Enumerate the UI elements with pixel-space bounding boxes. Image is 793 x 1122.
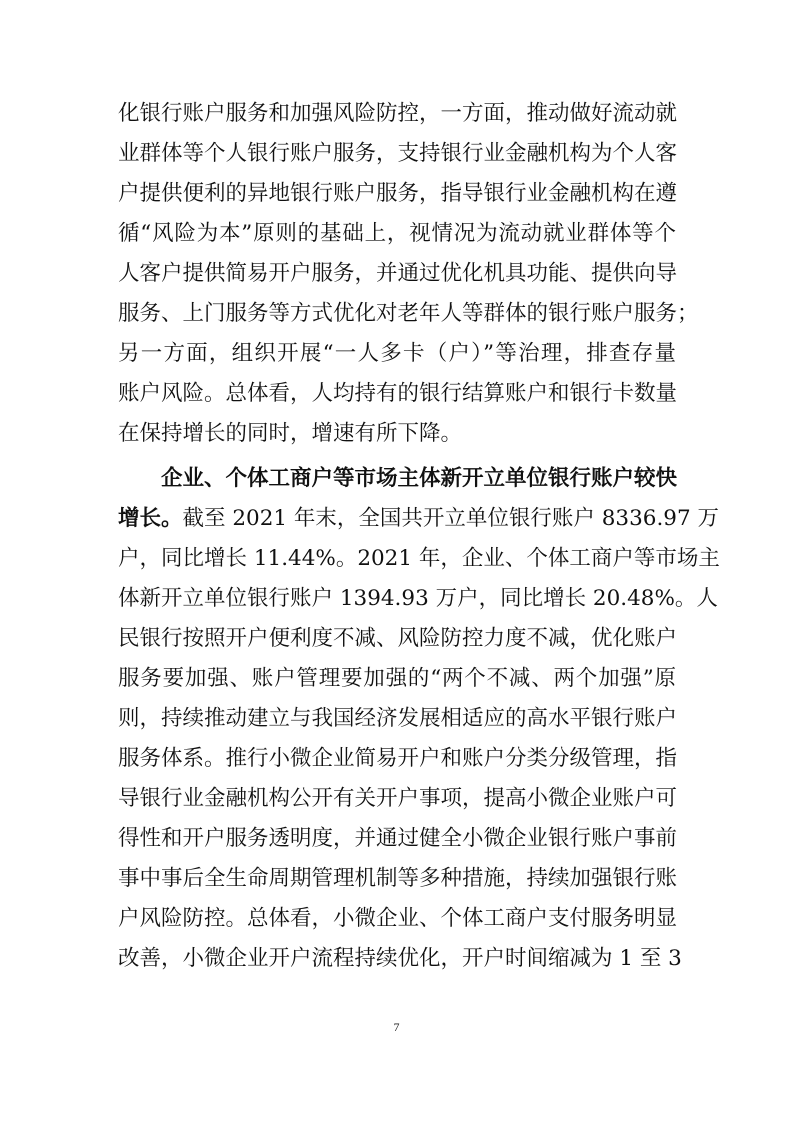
- paragraph-text: 截至 2021 年末，全国共开立单位银行账户 8336.97 万: [182, 506, 719, 531]
- section-heading-end: 增长。: [118, 506, 183, 531]
- paragraph-line: 事中事后全生命周期管理机制等多种措施，持续加强银行账: [118, 866, 678, 891]
- paragraph-line: 体新开立单位银行账户 1394.93 万户，同比增长 20.48%。人: [118, 586, 718, 611]
- paragraph-line: 另一方面，组织开展“一人多卡（户）”等治理，排查存量: [118, 341, 676, 366]
- paragraph-line: 则，持续推动建立与我国经济发展相适应的高水平银行账户: [118, 706, 678, 731]
- paragraph-line: 户，同比增长 11.44%。2021 年，企业、个体工商户等市场主: [118, 546, 720, 571]
- paragraph-line: 服务体系。推行小微企业简易开户和账户分类分级管理，指: [118, 746, 678, 771]
- paragraph-line: 民银行按照开户便利度不减、风险防控力度不减，优化账户: [118, 626, 678, 651]
- paragraph-line: 在保持增长的同时，增速有所下降。: [118, 421, 463, 446]
- paragraph-line: 户提供便利的异地银行账户服务，指导银行业金融机构在遵: [118, 181, 678, 206]
- paragraph-line: 得性和开户服务透明度，并通过健全小微企业银行账户事前: [118, 826, 678, 851]
- paragraph-line: 导银行业金融机构公开有关开户事项，提高小微企业账户可: [118, 786, 678, 811]
- paragraph-line: 服务要加强、账户管理要加强的“两个不减、两个加强”原: [118, 666, 676, 691]
- paragraph-line: 化银行账户服务和加强风险防控，一方面，推动做好流动就: [118, 101, 678, 126]
- paragraph-line: 循“风险为本”原则的基础上，视情况为流动就业群体等个: [118, 221, 676, 246]
- paragraph-line: 服务、上门服务等方式优化对老年人等群体的银行账户服务；: [118, 301, 699, 326]
- paragraph-line: 户风险防控。总体看，小微企业、个体工商户支付服务明显: [118, 906, 678, 931]
- paragraph-line: 人客户提供简易开户服务，并通过优化机具功能、提供向导: [118, 261, 678, 286]
- paragraph-line: 账户风险。总体看，人均持有的银行结算账户和银行卡数量: [118, 381, 678, 406]
- paragraph-line: 业群体等个人银行账户服务，支持银行业金融机构为个人客: [118, 141, 678, 166]
- paragraph-line: 改善，小微企业开户流程持续优化，开户时间缩减为 1 至 3: [118, 946, 682, 971]
- page-number: 7: [393, 1020, 400, 1034]
- section-heading: 企业、个体工商户等市场主体新开立单位银行账户较快: [161, 466, 678, 491]
- paragraph-line: [118, 499, 719, 539]
